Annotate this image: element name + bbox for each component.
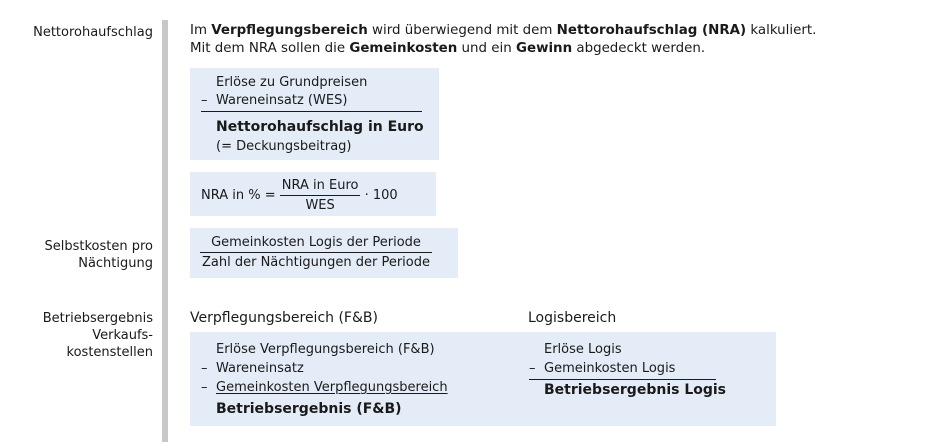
label-betrieb-line3: kostenstellen (66, 345, 153, 360)
intro-bold: Verpflegungsbereich (211, 23, 368, 38)
box1-result: Nettorohaufschlag in Euro (216, 119, 424, 135)
box1-minus: – (201, 93, 208, 108)
nra-calculation-box (190, 68, 439, 160)
intro-bold: Gewinn (516, 41, 573, 56)
label-selbstkosten-line2: Nächtigung (78, 256, 153, 271)
formula-fraction (280, 177, 361, 214)
label-betrieb-line1: Betriebsergebnis (42, 311, 153, 326)
formula-rhs: · 100 (364, 188, 398, 203)
logis-line2: Gemeinkosten Logis (544, 361, 676, 376)
fb-line2: Wareneinsatz (216, 361, 304, 376)
nra-percent-formula-box (190, 172, 436, 216)
box1-line1: Erlöse zu Grundpreisen (216, 75, 368, 90)
logis-result: Betriebsergebnis Logis (544, 382, 727, 398)
intro-paragraph (190, 22, 816, 58)
selbstkosten-denominator: Zahl der Nächtigungen der Periode (202, 255, 430, 270)
fb-minus1: – (201, 361, 208, 376)
formula-numerator: NRA in Euro (280, 177, 361, 196)
intro-text: kalkuliert. (746, 23, 817, 38)
vertical-divider (162, 20, 168, 442)
intro-text: abgedeckt werden. (572, 41, 706, 56)
fb-line1: Erlöse Verpflegungsbereich (F&B) (216, 342, 435, 357)
intro-line-1 (190, 22, 816, 40)
intro-text: und ein (457, 41, 516, 56)
selbstkosten-fraction-box (190, 228, 458, 278)
selbstkosten-fraction (200, 234, 432, 271)
logis-minus1: – (529, 361, 536, 376)
label-selbstkosten-line1: Selbstkosten pro (44, 239, 153, 254)
label-betriebsergebnis (43, 310, 153, 361)
label-nettorohaufschlag (33, 24, 153, 41)
box1-sum-line (201, 111, 422, 112)
selbstkosten-numerator: Gemeinkosten Logis der Periode (200, 234, 432, 253)
label-nettorohaufschlag-text: Nettorohaufschlag (33, 25, 153, 40)
label-selbstkosten (44, 238, 153, 272)
logis-heading: Logisbereich (528, 310, 617, 326)
intro-line-2 (190, 40, 816, 58)
fb-heading: Verpflegungsbereich (F&B) (190, 310, 378, 326)
betriebsergebnis-box (190, 332, 776, 426)
intro-text: wird überwiegend mit dem (367, 23, 557, 38)
box1-note: (= Deckungsbeitrag) (216, 139, 352, 154)
intro-bold: Nettorohaufschlag (NRA) (556, 23, 747, 38)
formula-row (201, 177, 398, 214)
intro-bold: Gemeinkosten (349, 41, 458, 56)
selbstkosten-fraction-wrap (200, 234, 432, 271)
formula-denominator: WES (305, 198, 335, 213)
intro-text: Im (190, 23, 212, 38)
fb-result: Betriebsergebnis (F&B) (216, 401, 402, 417)
formula-lhs: NRA in % = (201, 188, 276, 203)
intro-text: Mit dem NRA sollen die (190, 41, 350, 56)
logis-line1: Erlöse Logis (544, 342, 622, 357)
fb-minus2: – (201, 380, 208, 395)
fb-line3: Gemeinkosten Verpflegungsbereich (216, 380, 448, 395)
logis-sum-line (529, 379, 716, 380)
box1-line2: Wareneinsatz (WES) (216, 93, 348, 108)
label-betrieb-line2: Verkaufs- (92, 328, 153, 343)
